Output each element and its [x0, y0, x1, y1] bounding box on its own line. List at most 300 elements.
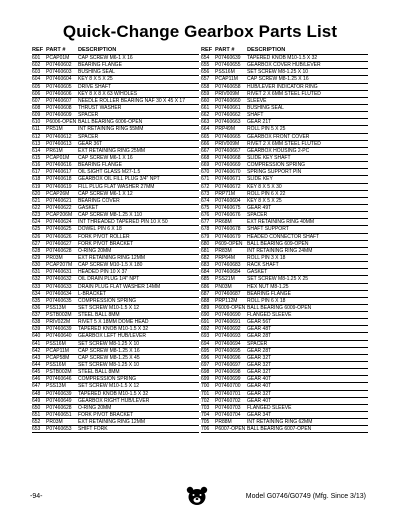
description-cell: SHIFT FORK — [78, 426, 108, 433]
description-cell: SET SCREW M10-1.5 X 12 — [78, 383, 140, 390]
ref-cell: 697 — [201, 362, 210, 369]
ref-cell: 637 — [32, 312, 41, 319]
table-row — [201, 398, 368, 405]
parts-table-right — [201, 46, 368, 433]
description-cell: BEARING FLANGE — [247, 290, 291, 297]
ref-cell: 688 — [201, 297, 210, 304]
description-cell: GEARBOX HOUSING 2-PC — [247, 147, 310, 154]
table-row — [201, 269, 368, 276]
description-cell: HEADED PIN 10 X 37 — [78, 269, 128, 276]
part-number-cell: P07460640 — [46, 333, 72, 340]
table-header — [32, 46, 199, 54]
table-row — [32, 76, 199, 83]
page-number: -94- — [30, 493, 43, 500]
description-cell: CAP SCREW M8-1.25 X 16 — [247, 76, 309, 83]
description-cell: SHAFT — [247, 112, 264, 119]
table-row — [32, 98, 199, 105]
ref-cell: 621 — [32, 197, 41, 204]
table-row — [32, 234, 199, 241]
ref-cell: 649 — [32, 397, 41, 404]
part-number-cell: PN03M — [215, 283, 232, 290]
table-row — [201, 162, 368, 169]
part-number-cell: PR68M — [215, 219, 232, 226]
part-number-cell: P07460625 — [46, 226, 72, 233]
part-number-cell: P07460612 — [46, 133, 72, 140]
ref-cell: 704 — [201, 412, 210, 419]
part-number-cell: P07460618 — [46, 176, 72, 183]
part-number-cell: PCAP11M — [215, 76, 238, 83]
description-cell: STEEL BALL 8MM — [78, 369, 120, 376]
part-number-cell: PSS16M — [46, 340, 66, 347]
ref-cell: 677 — [201, 219, 210, 226]
ref-cell: 643 — [32, 354, 41, 361]
table-row — [32, 341, 199, 348]
ref-cell: 658 — [201, 83, 210, 90]
part-number-cell: P07460602 — [46, 62, 72, 69]
ref-cell: 664 — [201, 126, 210, 133]
part-number-cell: P07460690 — [215, 312, 241, 319]
table-row — [201, 126, 368, 133]
part-number-cell: PRP112M — [215, 297, 238, 304]
ref-cell: 661 — [201, 104, 210, 111]
part-number-cell: P07460698 — [215, 369, 241, 376]
part-number-cell: PSS16M — [46, 362, 66, 369]
description-cell: GEARBOX OIL FILL PLUG 3/4" NPT — [78, 176, 160, 183]
part-number-cell: P07460675 — [215, 204, 241, 211]
table-row — [201, 291, 368, 298]
table-row — [201, 405, 368, 412]
table-row — [201, 76, 368, 83]
description-cell: GEAR 40T — [247, 376, 272, 383]
ref-cell: 700 — [201, 383, 210, 390]
table-row — [32, 383, 199, 390]
description-cell: GEAR 28T — [247, 347, 272, 354]
description-cell: HEADED CONNECTOR SHAFT — [247, 233, 320, 240]
table-row — [201, 148, 368, 155]
ref-cell: 609 — [32, 112, 41, 119]
part-number-cell: P07460633 — [46, 283, 72, 290]
ref-cell: 632 — [32, 276, 41, 283]
ref-cell: 602 — [32, 62, 41, 69]
description-cell: GEAR 49T — [247, 204, 272, 211]
part-number-cell: P07460668 — [215, 154, 241, 161]
table-row — [32, 198, 199, 205]
table-row — [201, 348, 368, 355]
ref-cell: 689 — [201, 304, 210, 311]
table-row — [201, 55, 368, 62]
part-number-cell: P07460691 — [215, 319, 241, 326]
description-cell: GEAR 56T — [247, 319, 272, 326]
table-row — [201, 198, 368, 205]
ref-cell: 633 — [32, 283, 41, 290]
part-number-cell: P609-OPEN — [215, 240, 243, 247]
description-cell: CAP SCREW M6-1 X 16 — [78, 154, 133, 161]
description-cell: FLANGED SLEEVE — [247, 312, 292, 319]
description-cell: ROLL PIN 5 X 25 — [247, 126, 286, 133]
table-row — [32, 326, 199, 333]
table-row — [201, 276, 368, 283]
ref-cell: 657 — [201, 76, 210, 83]
ref-cell: 642 — [32, 347, 41, 354]
description-cell: SPACER — [78, 112, 99, 119]
table-row — [32, 141, 199, 148]
ref-cell: 652 — [32, 419, 41, 426]
table-row — [201, 169, 368, 176]
description-cell: OIL SIGHT GLASS M27-1.5 — [78, 169, 141, 176]
table-row — [201, 184, 368, 191]
part-number-cell: PRIV009M — [215, 90, 240, 97]
ref-cell: 611 — [32, 126, 40, 133]
part-number-cell: PR51M — [46, 126, 63, 133]
part-number-cell: P6009-OPEN — [215, 304, 246, 311]
table-row — [32, 148, 199, 155]
part-number-cell: P07460663 — [215, 119, 241, 126]
part-number-cell: P07460672 — [215, 183, 241, 190]
ref-cell: 656 — [201, 69, 210, 76]
description-cell: RIVET 2 X 6MM STEEL FLUTED — [247, 140, 321, 147]
table-row — [201, 234, 368, 241]
description-cell: GEAR 32T — [247, 362, 272, 369]
part-number-cell: PRP49M — [215, 126, 236, 133]
part-header: PART # — [46, 47, 66, 53]
description-cell: COMPRESSION SPRING — [247, 162, 306, 169]
ref-cell: 638 — [32, 319, 41, 326]
ref-cell: 693 — [201, 333, 210, 340]
description-cell: SHAFT SUPPORT — [247, 226, 289, 233]
table-row — [201, 212, 368, 219]
ref-cell: 680 — [201, 240, 210, 247]
part-number-cell: P07460693 — [215, 333, 241, 340]
ref-cell: 671 — [201, 176, 210, 183]
part-number-cell: P6006-OPEN — [46, 119, 77, 126]
part-number-cell: P07460635 — [46, 297, 72, 304]
table-row — [32, 169, 199, 176]
table-row — [201, 305, 368, 312]
description-cell: BEARING FLANGE — [78, 162, 122, 169]
description-cell: FLANGED SLEEVE — [247, 404, 292, 411]
part-number-cell: PR03M — [46, 254, 63, 261]
ref-cell: 641 — [32, 340, 41, 347]
ref-cell: 654 — [201, 55, 210, 61]
ref-cell: 706 — [201, 426, 210, 433]
table-row — [32, 333, 199, 340]
part-number-cell: P07460631 — [46, 269, 72, 276]
part-number-cell: P07460649 — [46, 397, 72, 404]
part-number-cell: P07460609 — [46, 112, 72, 119]
part-number-cell: P07460655 — [215, 62, 241, 69]
description-cell: GEAR 28T — [247, 333, 272, 340]
part-number-cell: PRP64M — [215, 254, 236, 261]
table-row — [201, 191, 368, 198]
table-header — [201, 46, 368, 54]
description-cell: NEEDLE ROLLER BEARING NAF 30 X 45 X 17 — [78, 97, 185, 104]
description-cell: INT RETAINING RING 24MM — [247, 247, 313, 254]
ref-cell: 705 — [201, 419, 210, 426]
part-number-cell: PSTB002M — [46, 369, 72, 376]
description-cell: RIVET 2 X 6MM STEEL FLUTED — [247, 90, 321, 97]
ref-cell: 679 — [201, 233, 210, 240]
description-cell: GEARBOX COVER HUB/LEVER — [247, 62, 321, 69]
description-cell: RIVET 5 X 18MM DOME HEAD — [78, 319, 149, 326]
description-cell: BUSHING SEAL — [78, 69, 115, 76]
description-cell: TAPERED KNOB M10-1.5 X 32 — [78, 390, 149, 397]
part-number-cell: PRP71M — [215, 190, 236, 197]
part-number-cell: P07460624 — [46, 219, 72, 226]
description-cell: GEAR 34T — [247, 412, 272, 419]
table-row — [32, 62, 199, 69]
description-cell: GEAR 32T — [247, 369, 272, 376]
table-row — [32, 126, 199, 133]
description-cell: GASKET — [78, 204, 99, 211]
ref-cell: 696 — [201, 354, 210, 361]
part-number-cell: P07460632 — [46, 276, 72, 283]
description-cell: TAPERED KNOB M10-1.5 X 32 — [78, 326, 149, 333]
ref-cell: 686 — [201, 283, 210, 290]
ref-cell: 676 — [201, 212, 210, 219]
ref-cell: 651 — [32, 412, 41, 419]
ref-cell: 645 — [32, 369, 41, 376]
description-cell: BUSHING SEAL — [247, 104, 284, 111]
table-row — [32, 84, 199, 91]
table-row — [32, 255, 199, 262]
description-cell: FORK PIVOT BRACKET — [78, 412, 134, 419]
description-cell: CAP SCREW M6-1 X 16 — [78, 55, 133, 61]
part-number-cell: P07460653 — [46, 426, 72, 433]
table-row — [201, 355, 368, 362]
ref-cell: 699 — [201, 376, 210, 383]
table-row — [201, 176, 368, 183]
description-cell: HUB/LEVER INDICATOR RING — [247, 83, 318, 90]
part-number-cell: P07460669 — [215, 162, 241, 169]
part-number-cell: P07460626 — [46, 233, 72, 240]
ref-cell: 640 — [32, 333, 41, 340]
ref-cell: 672 — [201, 183, 210, 190]
table-row — [201, 84, 368, 91]
description-cell: KEY 8 X 8 X 63 W/HOLES — [78, 90, 138, 97]
table-row — [201, 284, 368, 291]
ref-cell: 627 — [32, 240, 41, 247]
description-cell: DOWEL PIN 6 X 18 — [78, 226, 122, 233]
description-header: DESCRIPTION — [247, 47, 286, 53]
ref-cell: 678 — [201, 226, 210, 233]
table-row — [32, 412, 199, 419]
ref-cell: 616 — [32, 162, 41, 169]
description-cell: ROLL PIN 6 X 22 — [247, 190, 286, 197]
table-row — [32, 241, 199, 248]
ref-cell: 626 — [32, 233, 41, 240]
ref-cell: 665 — [201, 133, 210, 140]
description-cell: SET SCREW M8-1.25 X 10 — [78, 340, 140, 347]
ref-cell: 623 — [32, 212, 41, 219]
ref-cell: 685 — [201, 276, 210, 283]
ref-cell: 695 — [201, 347, 210, 354]
table-row — [32, 112, 199, 119]
part-number-cell: PR83M — [215, 247, 232, 254]
table-row — [32, 248, 199, 255]
table-row — [32, 319, 199, 326]
ref-cell: 694 — [201, 340, 210, 347]
part-number-cell: P07460646 — [46, 376, 72, 383]
description-cell: SPACER — [78, 133, 99, 140]
part-number-cell: P07460660 — [215, 97, 241, 104]
ref-cell: 669 — [201, 162, 210, 169]
description-cell: GASKET — [247, 269, 268, 276]
table-row — [32, 105, 199, 112]
ref-cell: 646 — [32, 376, 41, 383]
part-number-cell: P07460679 — [215, 233, 241, 240]
table-row — [32, 369, 199, 376]
ref-cell: 684 — [201, 269, 210, 276]
table-row — [32, 284, 199, 291]
table-row — [32, 269, 199, 276]
table-row — [201, 312, 368, 319]
description-cell: GEAR 48T — [247, 326, 272, 333]
table-row — [201, 419, 368, 426]
ref-cell: 604 — [32, 76, 41, 83]
table-row — [201, 205, 368, 212]
part-number-cell: P07460603 — [46, 69, 72, 76]
description-cell: EXT RETAINING RING 12MM — [78, 419, 146, 426]
part-number-cell: PSS13M — [46, 383, 66, 390]
part-number-cell: P07460608 — [46, 104, 72, 111]
description-cell: INT RETAINING RING 62MM — [247, 419, 313, 426]
description-cell: GEAR 32T — [247, 354, 272, 361]
ref-cell: 620 — [32, 190, 41, 197]
part-number-cell: P07460628 — [46, 404, 72, 411]
part-number-cell: P07460700 — [215, 383, 241, 390]
ref-cell: 663 — [201, 119, 210, 126]
description-cell: EXT RETAINING RING 40MM — [247, 219, 315, 226]
part-number-cell: P6007-OPEN — [215, 426, 246, 433]
description-cell: RACK SHAFT — [247, 262, 279, 269]
table-row — [32, 55, 199, 62]
part-number-cell: PCAP01M — [46, 55, 70, 61]
description-cell: THRUST WASHER — [78, 104, 122, 111]
description-cell: INT RETAINING RING 55MM — [78, 126, 144, 133]
part-number-cell: PCAP58M — [46, 354, 70, 361]
table-row — [32, 205, 199, 212]
part-number-cell: PSS21M — [215, 276, 235, 283]
part-number-cell: PSS16M — [215, 69, 235, 76]
ref-cell: 639 — [32, 326, 41, 333]
ref-cell: 667 — [201, 147, 210, 154]
part-number-cell: P07460627 — [46, 240, 72, 247]
description-cell: SPRING SUPPORT PIN — [247, 169, 302, 176]
description-cell: BALL BEARING 6009-OPEN — [247, 304, 312, 311]
table-row — [201, 241, 368, 248]
table-row — [32, 348, 199, 355]
table-row — [201, 141, 368, 148]
part-number-cell: P07460607 — [46, 97, 72, 104]
ref-cell: 648 — [32, 390, 41, 397]
table-row — [201, 69, 368, 76]
part-number-cell: P07460639 — [46, 326, 72, 333]
description-cell: TAPERED KNOB M10-1.5 X 32 — [247, 55, 318, 61]
table-row — [201, 134, 368, 141]
part-number-cell: P07460667 — [215, 147, 241, 154]
part-number-cell: PSTB002M — [46, 312, 72, 319]
ref-cell: 606 — [32, 90, 41, 97]
part-number-cell: P07460694 — [215, 340, 241, 347]
part-number-cell: PR61M — [46, 147, 63, 154]
description-cell: CAP SCREW M8-1.25 X 16 — [78, 347, 140, 354]
part-number-cell: PCAP11M — [46, 347, 69, 354]
ref-cell: 698 — [201, 369, 210, 376]
ref-cell: 601 — [32, 55, 41, 61]
parts-rows-right — [201, 54, 368, 433]
page-title: Quick-Change Gearbox Parts List — [62, 22, 338, 41]
description-cell: FORK PIVOT BRACKET — [78, 240, 134, 247]
table-row — [201, 298, 368, 305]
table-row — [201, 91, 368, 98]
bear-logo-icon — [186, 486, 208, 506]
table-row — [201, 383, 368, 390]
table-row — [201, 362, 368, 369]
table-row — [201, 333, 368, 340]
table-row — [32, 184, 199, 191]
description-cell: BEARING COVER — [78, 197, 120, 204]
table-row — [201, 262, 368, 269]
ref-cell: 615 — [32, 154, 41, 161]
table-row — [201, 412, 368, 419]
part-number-cell: P07460671 — [215, 176, 241, 183]
table-row — [32, 119, 199, 126]
description-cell: SLIDE KEY SHAFT — [247, 154, 291, 161]
ref-cell: 614 — [32, 147, 41, 154]
description-cell: GEAR 40T — [247, 383, 272, 390]
table-row — [201, 376, 368, 383]
description-cell: SPACER — [247, 212, 268, 219]
table-row — [32, 376, 199, 383]
ref-cell: 692 — [201, 326, 210, 333]
description-cell: SPACER — [247, 340, 268, 347]
ref-cell: 619 — [32, 183, 41, 190]
part-number-cell: P07460696 — [215, 354, 241, 361]
description-cell: BALL BEARING 6007-OPEN — [247, 426, 312, 433]
ref-cell: 650 — [32, 404, 41, 411]
table-row — [201, 255, 368, 262]
description-cell: KEY 8 X 5 X 30 — [247, 183, 282, 190]
ref-header: REF — [32, 47, 44, 53]
table-row — [32, 298, 199, 305]
table-row — [201, 226, 368, 233]
description-cell: COMPRESSION SPRING — [78, 376, 137, 383]
parts-rows-left — [32, 54, 199, 433]
description-cell: STEEL BALL 8MM — [78, 312, 120, 319]
description-cell: HEX NUT M8-1.25 — [247, 283, 289, 290]
description-cell: GEARBOX LEFT HUB/LEVER — [78, 333, 146, 340]
part-number-cell: P07460622 — [46, 204, 72, 211]
table-row — [32, 426, 199, 433]
part-number-cell: P07460634 — [46, 290, 72, 297]
table-row — [201, 369, 368, 376]
table-row — [32, 398, 199, 405]
table-row — [32, 212, 199, 219]
ref-cell: 603 — [32, 69, 41, 76]
description-cell: INT THREADED TAPERED PIN 10 X 50 — [78, 219, 168, 226]
table-row — [32, 176, 199, 183]
description-cell: KEY 8 X 5 X 25 — [78, 76, 113, 83]
ref-cell: 687 — [201, 290, 210, 297]
part-number-cell: P07460670 — [215, 169, 241, 176]
part-number-cell: P07460658 — [215, 83, 241, 90]
description-cell: GEARBOX RIGHT HUB/LEVER — [78, 397, 150, 404]
description-cell: BEARING FLANGE — [78, 62, 122, 69]
table-row — [32, 134, 199, 141]
description-cell: CAP SCREW M8-1.25 X 110 — [78, 212, 143, 219]
table-row — [201, 326, 368, 333]
ref-cell: 674 — [201, 197, 210, 204]
